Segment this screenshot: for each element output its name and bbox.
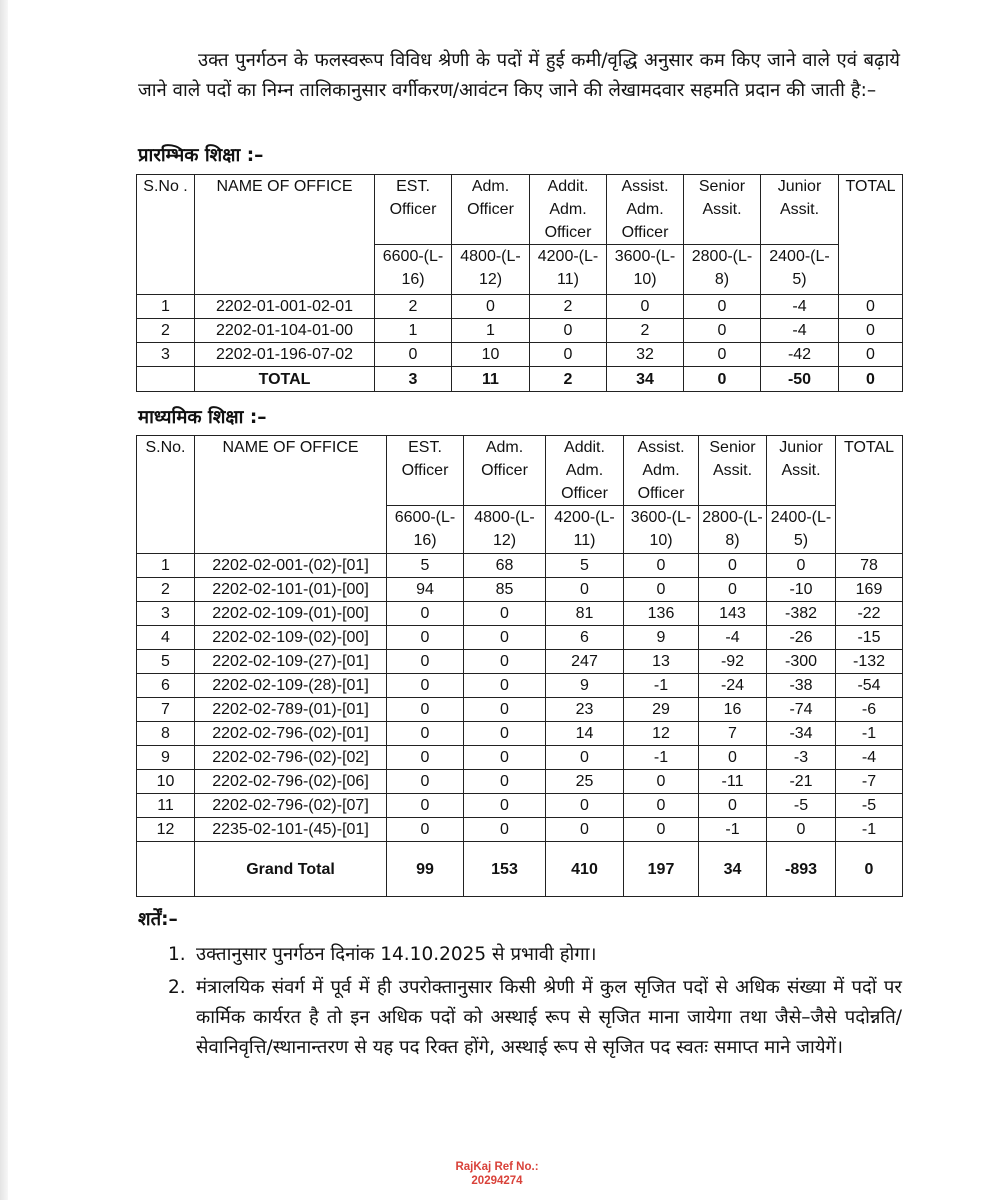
table-cell: 29 <box>624 698 699 722</box>
table-cell: 136 <box>624 602 699 626</box>
office-code: 2202-02-796-(02)-[02] <box>195 746 387 770</box>
total-cell: -50 <box>761 367 839 392</box>
pay-scale: 2400-(L-5) <box>761 245 839 295</box>
table-cell: 0 <box>624 794 699 818</box>
table-cell: 0 <box>464 698 546 722</box>
total-row <box>137 842 903 897</box>
total-cell: 2 <box>530 367 607 392</box>
table-cell: -26 <box>767 626 836 650</box>
header-total: TOTAL <box>839 175 903 295</box>
conditions-title: शर्तें:– <box>138 909 178 930</box>
header-sno: S.No. <box>137 436 195 554</box>
secondary-table <box>136 435 903 897</box>
conditions-list <box>140 940 902 1066</box>
table-row <box>137 722 903 746</box>
table-cell: 0 <box>387 794 464 818</box>
total-cell: 99 <box>387 842 464 897</box>
pay-scale: 6600-(L-16) <box>375 245 452 295</box>
table-cell: 0 <box>624 770 699 794</box>
total-label: Grand Total <box>195 842 387 897</box>
table-cell: 0 <box>546 578 624 602</box>
table-row <box>137 698 903 722</box>
table-cell: 85 <box>464 578 546 602</box>
table-cell: -38 <box>767 674 836 698</box>
row-sno: 3 <box>137 602 195 626</box>
table-cell: 13 <box>624 650 699 674</box>
table-cell: 0 <box>546 746 624 770</box>
condition-number: 1. <box>168 944 186 965</box>
table-cell: 0 <box>375 343 452 367</box>
table-cell: 0 <box>839 343 903 367</box>
table-cell: 0 <box>624 818 699 842</box>
row-sno: 12 <box>137 818 195 842</box>
row-sno: 5 <box>137 650 195 674</box>
total-cell: 3 <box>375 367 452 392</box>
table-cell: 9 <box>624 626 699 650</box>
page-edge-shadow <box>0 0 8 1200</box>
table-cell: 0 <box>546 794 624 818</box>
pay-scale: 4800-(L-12) <box>464 506 546 554</box>
table-cell: 0 <box>464 626 546 650</box>
total-label: TOTAL <box>195 367 375 392</box>
table-cell: 32 <box>607 343 684 367</box>
ref-label: RajKaj Ref No.: <box>455 1161 539 1173</box>
row-sno: 1 <box>137 295 195 319</box>
condition-item <box>140 940 902 970</box>
table-cell: -34 <box>767 722 836 746</box>
table-cell: 6 <box>546 626 624 650</box>
table-cell: 0 <box>387 746 464 770</box>
total-cell: -893 <box>767 842 836 897</box>
total-cell: 410 <box>546 842 624 897</box>
pay-scale: 6600-(L-16) <box>387 506 464 554</box>
ref-number: 20294274 <box>471 1175 523 1187</box>
header-adm-officer: Adm. Officer <box>464 436 546 506</box>
table-cell: -11 <box>699 770 767 794</box>
office-code: 2202-02-796-(02)-[01] <box>195 722 387 746</box>
pay-scale: 4800-(L-12) <box>452 245 530 295</box>
table-cell: -54 <box>836 674 903 698</box>
row-sno: 2 <box>137 319 195 343</box>
table-cell: 81 <box>546 602 624 626</box>
table-row <box>137 626 903 650</box>
total-cell: 0 <box>836 842 903 897</box>
table-cell: 0 <box>464 746 546 770</box>
table-cell: 0 <box>839 295 903 319</box>
pay-scale: 2400-(L-5) <box>767 506 836 554</box>
table-cell: 0 <box>624 578 699 602</box>
header-est-officer: EST. Officer <box>387 436 464 506</box>
table-cell: -92 <box>699 650 767 674</box>
row-sno: 1 <box>137 554 195 578</box>
condition-text: उक्तानुसार पुनर्गठन दिनांक 14.10.2025 से प्रभावी होगा। <box>196 944 597 965</box>
total-cell: 153 <box>464 842 546 897</box>
header-assist-adm-officer: Assist. Adm. Officer <box>607 175 684 245</box>
table-row <box>137 554 903 578</box>
pay-scale: 4200-(L-11) <box>530 245 607 295</box>
rajkaj-reference <box>0 1160 994 1188</box>
condition-text: मंत्रालयिक संवर्ग में पूर्व में ही उपरोक्तानुसार किसी श्रेणी में कुल सृजित पदों से अधिक संख्या में पदों पर कार्मिक कार्यरत है तो इन अधिक पदों को अस्थाई रूप से सृजित माना जायेगा तथा जैसे–जैसे पदोन्नति/सेवानिवृत्ति/स्थानान्तरण से यह पद रिक्त होंगे, अस्थाई रूप से सृजित पद स्वतः समाप्त माने जायेगें। <box>196 977 902 1058</box>
table-cell: -15 <box>836 626 903 650</box>
office-code: 2235-02-101-(45)-[01] <box>195 818 387 842</box>
row-sno: 6 <box>137 674 195 698</box>
table-cell: 2 <box>607 319 684 343</box>
table-cell: 23 <box>546 698 624 722</box>
table-row <box>137 319 903 343</box>
condition-number: 2. <box>168 977 186 998</box>
empty-cell <box>137 842 195 897</box>
table-cell: -5 <box>836 794 903 818</box>
table-cell: 68 <box>464 554 546 578</box>
table-cell: 0 <box>546 818 624 842</box>
empty-cell <box>137 367 195 392</box>
table-cell: 0 <box>684 319 761 343</box>
header-total: TOTAL <box>836 436 903 554</box>
table-cell: -74 <box>767 698 836 722</box>
total-cell: 11 <box>452 367 530 392</box>
office-code: 2202-02-789-(01)-[01] <box>195 698 387 722</box>
table-cell: 0 <box>684 343 761 367</box>
table-cell: 1 <box>452 319 530 343</box>
table-cell: -132 <box>836 650 903 674</box>
office-code: 2202-01-196-07-02 <box>195 343 375 367</box>
table-cell: -300 <box>767 650 836 674</box>
table-cell: 16 <box>699 698 767 722</box>
table-cell: -4 <box>761 295 839 319</box>
pay-scale: 2800-(L-8) <box>684 245 761 295</box>
table-cell: 0 <box>699 554 767 578</box>
table-cell: 0 <box>624 554 699 578</box>
table-cell: 0 <box>387 626 464 650</box>
table-cell: 2 <box>530 295 607 319</box>
table-cell: 0 <box>839 319 903 343</box>
office-code: 2202-02-109-(27)-[01] <box>195 650 387 674</box>
table-cell: -4 <box>761 319 839 343</box>
header-name-of-office: NAME OF OFFICE <box>195 175 375 295</box>
table-cell: -3 <box>767 746 836 770</box>
table-cell: 0 <box>464 794 546 818</box>
total-row <box>137 367 903 392</box>
table-cell: 0 <box>464 818 546 842</box>
table-cell: -1 <box>624 674 699 698</box>
table-cell: -42 <box>761 343 839 367</box>
table-row <box>137 746 903 770</box>
table-cell: 2 <box>375 295 452 319</box>
pay-scale: 3600-(L-10) <box>607 245 684 295</box>
header-senior-assit: Senior Assit. <box>684 175 761 245</box>
table-row <box>137 818 903 842</box>
table-cell: 0 <box>699 794 767 818</box>
table-cell: 5 <box>546 554 624 578</box>
table-cell: -5 <box>767 794 836 818</box>
office-code: 2202-01-001-02-01 <box>195 295 375 319</box>
row-sno: 3 <box>137 343 195 367</box>
table-row <box>137 578 903 602</box>
table-cell: -24 <box>699 674 767 698</box>
table-cell: 0 <box>684 295 761 319</box>
header-est-officer: EST. Officer <box>375 175 452 245</box>
table-cell: 0 <box>387 770 464 794</box>
table-cell: 25 <box>546 770 624 794</box>
table-row <box>137 602 903 626</box>
table-cell: -1 <box>699 818 767 842</box>
row-sno: 8 <box>137 722 195 746</box>
header-junior-assit: Junior Assit. <box>761 175 839 245</box>
table-cell: -10 <box>767 578 836 602</box>
table-cell: 247 <box>546 650 624 674</box>
secondary-section-title: माध्यमिक शिक्षा :– <box>138 407 267 428</box>
table-cell: 143 <box>699 602 767 626</box>
row-sno: 9 <box>137 746 195 770</box>
office-code: 2202-01-104-01-00 <box>195 319 375 343</box>
table-cell: 0 <box>387 818 464 842</box>
table-cell: 0 <box>607 295 684 319</box>
office-code: 2202-02-796-(02)-[06] <box>195 770 387 794</box>
row-sno: 11 <box>137 794 195 818</box>
pay-scale: 2800-(L-8) <box>699 506 767 554</box>
header-name-of-office: NAME OF OFFICE <box>195 436 387 554</box>
office-code: 2202-02-101-(01)-[00] <box>195 578 387 602</box>
table-cell: 0 <box>387 602 464 626</box>
table-row <box>137 770 903 794</box>
row-sno: 7 <box>137 698 195 722</box>
total-cell: 34 <box>607 367 684 392</box>
table-cell: 0 <box>387 650 464 674</box>
row-sno: 10 <box>137 770 195 794</box>
table-cell: 10 <box>452 343 530 367</box>
table-cell: 0 <box>387 722 464 746</box>
table-cell: 1 <box>375 319 452 343</box>
table-cell: -382 <box>767 602 836 626</box>
table-cell: -4 <box>699 626 767 650</box>
table-cell: 0 <box>387 698 464 722</box>
table-cell: -22 <box>836 602 903 626</box>
table-cell: -4 <box>836 746 903 770</box>
total-cell: 197 <box>624 842 699 897</box>
table-cell: 0 <box>767 554 836 578</box>
header-assist-adm-officer: Assist. Adm. Officer <box>624 436 699 506</box>
pay-scale: 3600-(L-10) <box>624 506 699 554</box>
office-code: 2202-02-109-(02)-[00] <box>195 626 387 650</box>
condition-item <box>140 973 902 1063</box>
office-code: 2202-02-109-(28)-[01] <box>195 674 387 698</box>
table-cell: 0 <box>387 674 464 698</box>
intro-paragraph: उक्त पुनर्गठन के फलस्वरूप विविध श्रेणी के पदों में हुई कमी/वृद्धि अनुसार कम किए जाने वाले एवं बढ़ाये जाने वाले पदों का निम्न तालिकानुसार वर्गीकरण/आवंटन किए जाने की लेखामदवार सहमति प्रदान की जाती है:– <box>138 50 900 101</box>
table-cell: 5 <box>387 554 464 578</box>
header-adm-officer: Adm. Officer <box>452 175 530 245</box>
table-row <box>137 650 903 674</box>
table-cell: 0 <box>699 578 767 602</box>
table-cell: 0 <box>452 295 530 319</box>
table-cell: 9 <box>546 674 624 698</box>
row-sno: 4 <box>137 626 195 650</box>
office-code: 2202-02-001-(02)-[01] <box>195 554 387 578</box>
table-cell: 0 <box>464 674 546 698</box>
table-cell: -6 <box>836 698 903 722</box>
primary-section-title: प्रारम्भिक शिक्षा :– <box>138 145 264 166</box>
table-cell: 94 <box>387 578 464 602</box>
total-cell: 0 <box>684 367 761 392</box>
table-cell: 0 <box>530 343 607 367</box>
table-cell: 12 <box>624 722 699 746</box>
header-senior-assit: Senior Assit. <box>699 436 767 506</box>
table-row <box>137 794 903 818</box>
table-row <box>137 295 903 319</box>
header-addit-adm-officer: Addit. Adm. Officer <box>546 436 624 506</box>
table-cell: -21 <box>767 770 836 794</box>
header-junior-assit: Junior Assit. <box>767 436 836 506</box>
table-cell: 0 <box>699 746 767 770</box>
table-cell: 0 <box>530 319 607 343</box>
primary-table <box>136 174 903 392</box>
total-cell: 34 <box>699 842 767 897</box>
table-cell: 7 <box>699 722 767 746</box>
table-cell: 0 <box>464 770 546 794</box>
table-cell: -1 <box>836 722 903 746</box>
table-cell: 0 <box>464 650 546 674</box>
table-cell: 0 <box>464 722 546 746</box>
office-code: 2202-02-796-(02)-[07] <box>195 794 387 818</box>
table-row <box>137 343 903 367</box>
primary-table-body <box>137 295 903 392</box>
header-addit-adm-officer: Addit. Adm. Officer <box>530 175 607 245</box>
pay-scale: 4200-(L-11) <box>546 506 624 554</box>
table-cell: -7 <box>836 770 903 794</box>
table-cell: 14 <box>546 722 624 746</box>
table-row <box>137 674 903 698</box>
table-cell: 78 <box>836 554 903 578</box>
table-cell: 169 <box>836 578 903 602</box>
table-cell: 0 <box>767 818 836 842</box>
office-code: 2202-02-109-(01)-[00] <box>195 602 387 626</box>
row-sno: 2 <box>137 578 195 602</box>
table-cell: 0 <box>464 602 546 626</box>
total-cell: 0 <box>839 367 903 392</box>
table-cell: -1 <box>624 746 699 770</box>
secondary-table-body <box>137 554 903 897</box>
table-cell: -1 <box>836 818 903 842</box>
header-sno: S.No . <box>137 175 195 295</box>
